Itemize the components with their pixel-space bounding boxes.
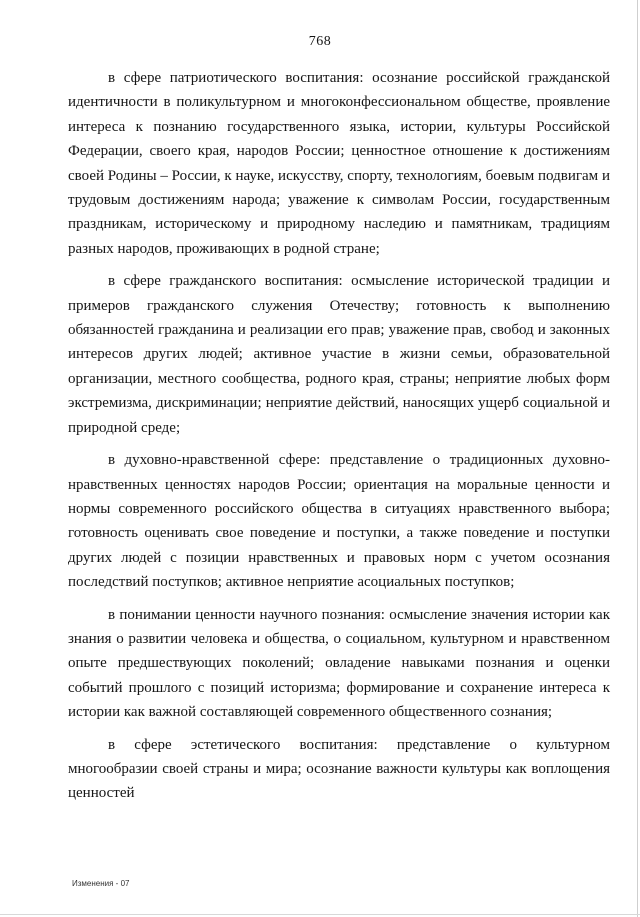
scan-edge-bottom [0,914,640,915]
paragraph-scientific: в понимании ценности научного познания: осмысление значения истории как знания о развитии человека и общества, о социальном, культурном и нравственном опыте предшествующих поколений; овладение навыками познания и оценки событий прошлого с позиций историзма; формирование и сохранение интереса к истории как важной составляющей современного общественного сознания; [68,606,610,721]
footer-revision-note: Изменения - 07 [72,879,130,888]
page-number: 768 [308,34,332,49]
paragraph-aesthetic: в сфере эстетического воспитания: представление о культурном многообразии своей страны и мира; осознание важности культуры как воплощения ценностей [68,736,610,802]
paragraph-moral: в духовно-нравственной сфере: представление о традиционных духовно-нравственных ценностях народов России; ориентация на моральные ценности и нормы современного российского общества в ситуациях нравственного выбора; готовность оценивать свое поведение и поступки, а также поведение и поступки других людей с позиции нравственных и правовых норм с учетом осознания последствий поступков; активное неприятие асоциальных поступков; [68,452,610,591]
paragraph-civic: в сфере гражданского воспитания: осмысление исторической традиции и примеров гражданского служения Отечеству; готовность к выполнению обязанностей гражданина и реализации его прав; уважение прав, свобод и законных интересов других людей; активное участие в жизни семьи, образовательной организации, местного сообщества, родного края, страны; неприятие любых форм экстремизма, дискриминации; неприятие действий, наносящих ущерб социальной и природной среде; [68,273,610,436]
scan-edge-right [637,0,638,917]
paragraph-patriotic: в сфере патриотического воспитания: осознание российской гражданской идентичности в поликультурном и многоконфессиональном обществе, проявление интереса к познанию государственного языка, истории, культуры Российской Федерации, своего края, народов России; ценностное отношение к достижениям своей Родины – России, к науке, искусству, спорту, технологиям, боевым подвигам и трудовым достижениям народа; уважение к символам России, государственным праздникам, историческому и природному наследию и памятникам, традициям разных народов, проживающих в родной стране; [68,70,610,257]
document-body [68,66,610,814]
